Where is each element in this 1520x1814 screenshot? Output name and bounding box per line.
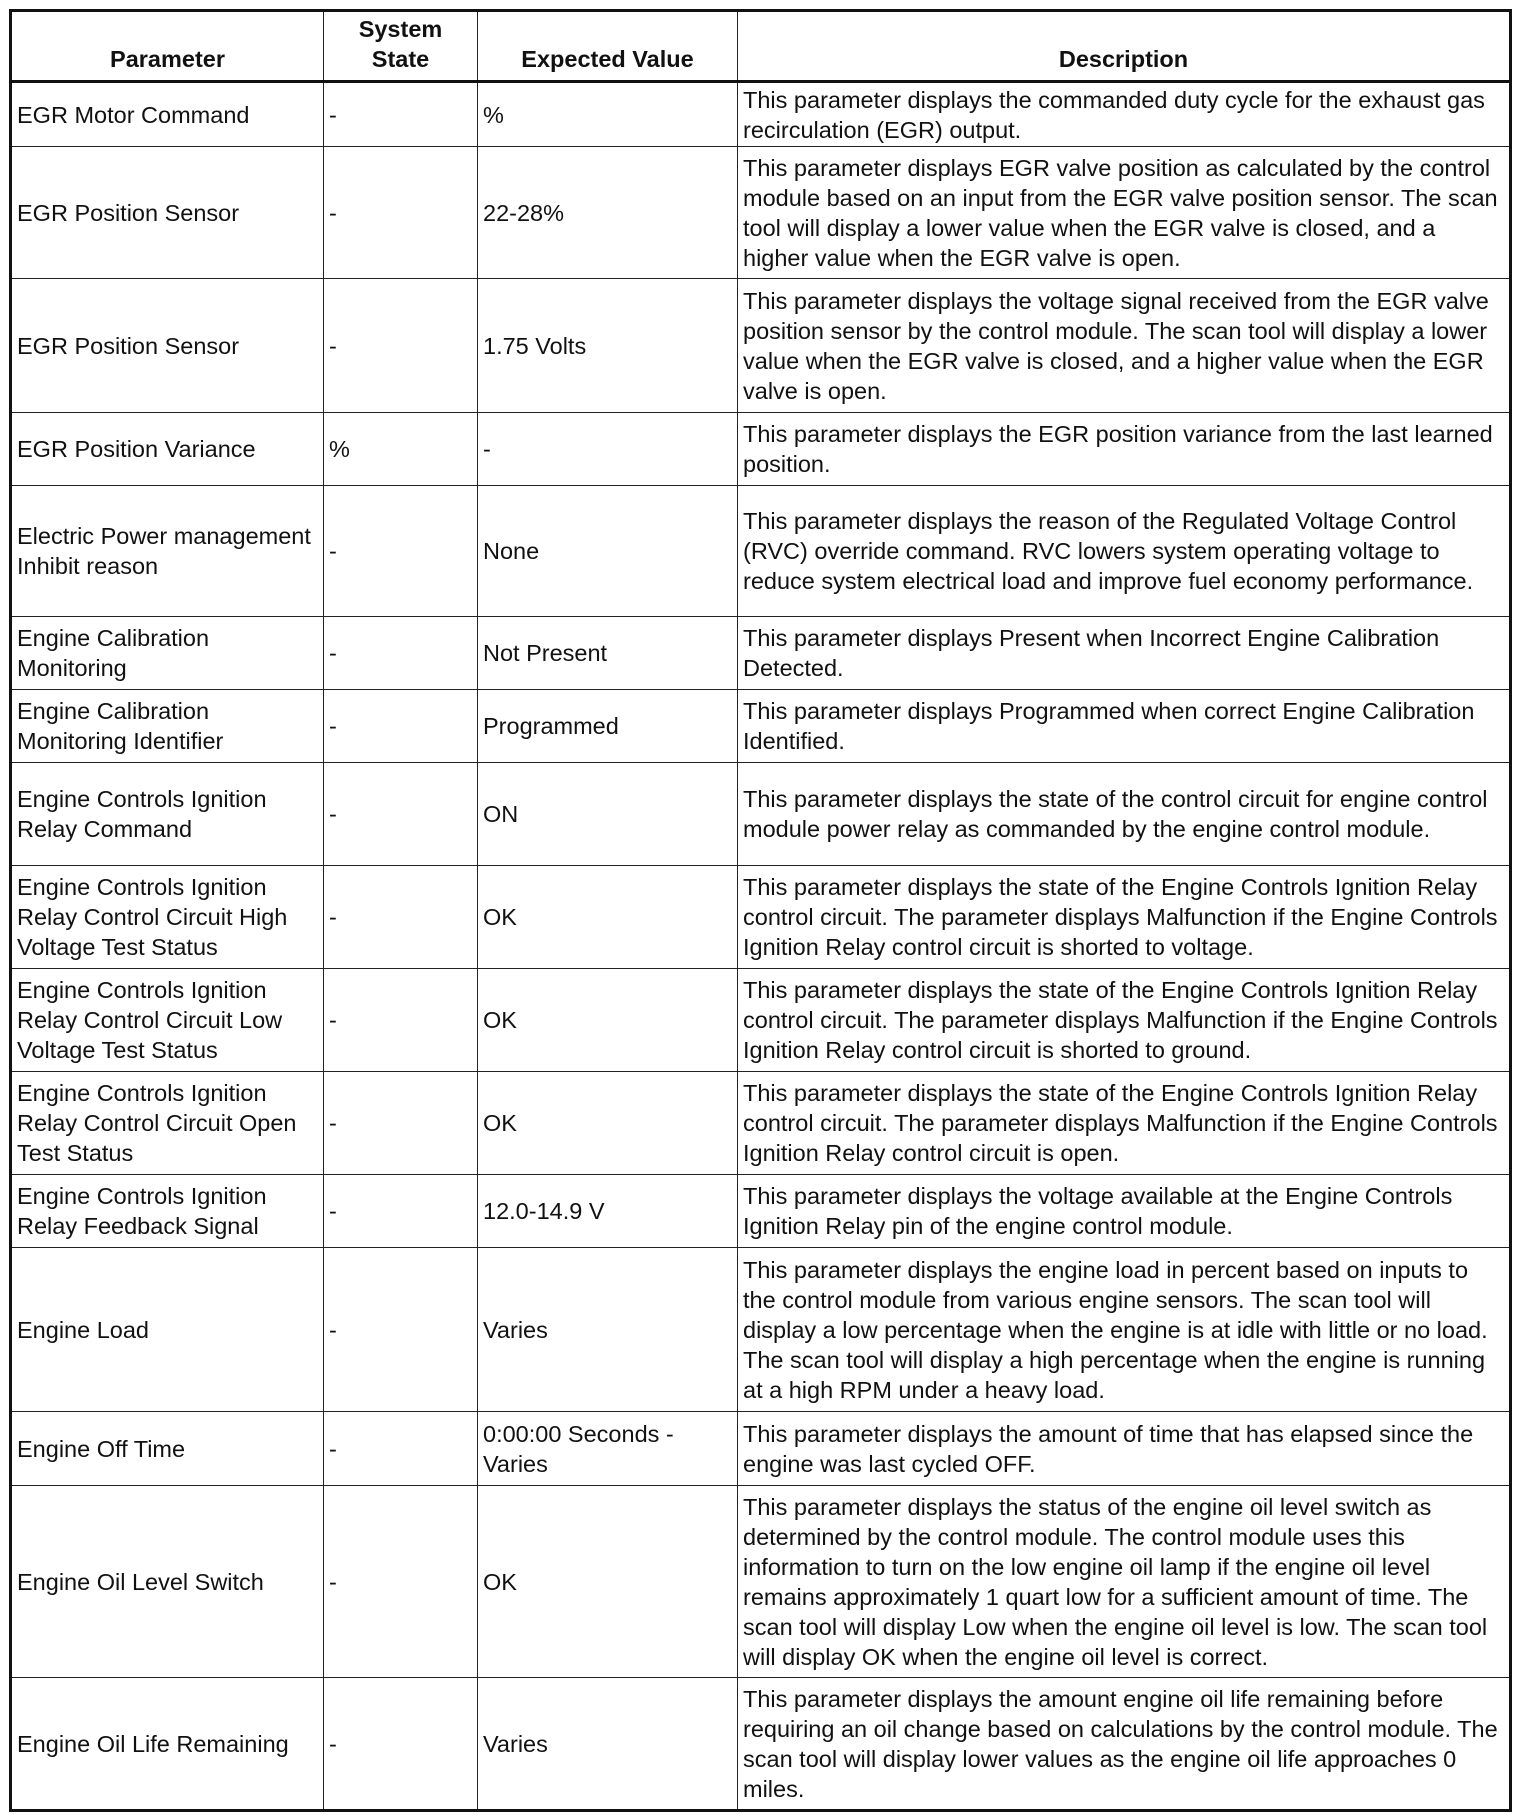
cell-system-state: - — [324, 1175, 478, 1248]
cell-description: This parameter displays the status of the engine oil level switch as determined by the control module. The control module uses this information to turn on the low engine oil lamp if the engine oil level remains approximately 1 quart low for a sufficient amount of time. The scan tool will display Low when the engine oil level is low. The scan tool will display OK when the engine oil level is correct. — [738, 1486, 1511, 1678]
cell-parameter: Engine Off Time — [11, 1412, 324, 1486]
cell-description: This parameter displays EGR valve position as calculated by the control module based on an input from the EGR valve position sensor. The scan tool will display a lower value when the EGR valve is closed, and a higher value when the EGR valve is open. — [738, 147, 1511, 279]
cell-expected-value: 12.0-14.9 V — [478, 1175, 738, 1248]
cell-expected-value: 1.75 Volts — [478, 279, 738, 413]
header-expected-value: Expected Value — [478, 11, 738, 82]
header-system-state: System State — [324, 11, 478, 82]
cell-description: This parameter displays the commanded duty cycle for the exhaust gas recirculation (EGR) output. — [738, 82, 1511, 147]
cell-description: This parameter displays the state of the Engine Controls Ignition Relay control circuit. The parameter displays Malfunction if the Engine Controls Ignition Relay control circuit is shorted to voltage. — [738, 866, 1511, 969]
cell-description: This parameter displays the reason of the Regulated Voltage Control (RVC) override command. RVC lowers system operating voltage to reduce system electrical load and improve fuel economy performance. — [738, 486, 1511, 617]
cell-description: This parameter displays the state of the Engine Controls Ignition Relay control circuit. The parameter displays Malfunction if the Engine Controls Ignition Relay control circuit is open. — [738, 1072, 1511, 1175]
cell-parameter: Engine Oil Level Switch — [11, 1486, 324, 1678]
cell-parameter: Engine Controls Ignition Relay Command — [11, 763, 324, 866]
cell-expected-value: OK — [478, 969, 738, 1072]
cell-expected-value: ON — [478, 763, 738, 866]
cell-parameter: Engine Controls Ignition Relay Control Circuit High Voltage Test Status — [11, 866, 324, 969]
table-row — [11, 413, 1511, 486]
cell-description: This parameter displays the amount of time that has elapsed since the engine was last cycled OFF. — [738, 1412, 1511, 1486]
header-description: Description — [738, 11, 1511, 82]
cell-parameter: Engine Calibration Monitoring Identifier — [11, 690, 324, 763]
cell-expected-value: None — [478, 486, 738, 617]
cell-description: This parameter displays the state of the control circuit for engine control module power relay as commanded by the engine control module. — [738, 763, 1511, 866]
table-row — [11, 763, 1511, 866]
cell-system-state: - — [324, 1412, 478, 1486]
header-row — [11, 11, 1511, 82]
cell-system-state: - — [324, 1678, 478, 1811]
table-row — [11, 279, 1511, 413]
table-row — [11, 690, 1511, 763]
table-row — [11, 1486, 1511, 1678]
cell-parameter: EGR Position Variance — [11, 413, 324, 486]
header-parameter: Parameter — [11, 11, 324, 82]
table-row — [11, 82, 1511, 147]
cell-system-state: - — [324, 82, 478, 147]
table-row — [11, 1072, 1511, 1175]
cell-parameter: Engine Load — [11, 1248, 324, 1412]
table-row — [11, 147, 1511, 279]
cell-system-state: - — [324, 763, 478, 866]
cell-parameter: EGR Motor Command — [11, 82, 324, 147]
table-row — [11, 1412, 1511, 1486]
cell-description: This parameter displays the voltage signal received from the EGR valve position sensor by the control module. The scan tool will display a lower value when the EGR valve is closed, and a higher value when the EGR valve is open. — [738, 279, 1511, 413]
cell-expected-value: OK — [478, 1072, 738, 1175]
cell-expected-value: Varies — [478, 1248, 738, 1412]
cell-description: This parameter displays the state of the Engine Controls Ignition Relay control circuit. The parameter displays Malfunction if the Engine Controls Ignition Relay control circuit is shorted to ground. — [738, 969, 1511, 1072]
table-row — [11, 1175, 1511, 1248]
table-row — [11, 969, 1511, 1072]
cell-system-state: - — [324, 617, 478, 690]
cell-expected-value: Varies — [478, 1678, 738, 1811]
cell-system-state: - — [324, 1072, 478, 1175]
cell-expected-value: 0:00:00 Seconds - Varies — [478, 1412, 738, 1486]
cell-system-state: - — [324, 866, 478, 969]
cell-system-state: - — [324, 1248, 478, 1412]
cell-expected-value: OK — [478, 1486, 738, 1678]
cell-parameter: Engine Oil Life Remaining — [11, 1678, 324, 1811]
parameter-table — [9, 9, 1512, 1812]
cell-parameter: Engine Calibration Monitoring — [11, 617, 324, 690]
table-row — [11, 866, 1511, 969]
cell-system-state: - — [324, 147, 478, 279]
cell-system-state: - — [324, 1486, 478, 1678]
table-row — [11, 1248, 1511, 1412]
cell-parameter: EGR Position Sensor — [11, 147, 324, 279]
cell-expected-value: 22-28% — [478, 147, 738, 279]
cell-parameter: Engine Controls Ignition Relay Control Circuit Open Test Status — [11, 1072, 324, 1175]
cell-parameter: Engine Controls Ignition Relay Control Circuit Low Voltage Test Status — [11, 969, 324, 1072]
cell-description: This parameter displays the EGR position variance from the last learned position. — [738, 413, 1511, 486]
cell-description: This parameter displays the voltage available at the Engine Controls Ignition Relay pin of the engine control module. — [738, 1175, 1511, 1248]
cell-expected-value: Not Present — [478, 617, 738, 690]
cell-system-state: - — [324, 279, 478, 413]
cell-expected-value: OK — [478, 866, 738, 969]
cell-expected-value: - — [478, 413, 738, 486]
table-row — [11, 486, 1511, 617]
cell-description: This parameter displays the amount engine oil life remaining before requiring an oil change based on calculations by the control module. The scan tool will display lower values as the engine oil life approaches 0 miles. — [738, 1678, 1511, 1811]
cell-description: This parameter displays Present when Incorrect Engine Calibration Detected. — [738, 617, 1511, 690]
cell-system-state: - — [324, 690, 478, 763]
cell-parameter: EGR Position Sensor — [11, 279, 324, 413]
cell-description: This parameter displays the engine load in percent based on inputs to the control module from various engine sensors. The scan tool will display a low percentage when the engine is at idle with little or no load. The scan tool will display a high percentage when the engine is running at a high RPM under a heavy load. — [738, 1248, 1511, 1412]
cell-expected-value: % — [478, 82, 738, 147]
cell-system-state: - — [324, 486, 478, 617]
cell-description: This parameter displays Programmed when correct Engine Calibration Identified. — [738, 690, 1511, 763]
table-row — [11, 1678, 1511, 1811]
cell-expected-value: Programmed — [478, 690, 738, 763]
cell-system-state: % — [324, 413, 478, 486]
cell-parameter: Engine Controls Ignition Relay Feedback Signal — [11, 1175, 324, 1248]
cell-parameter: Electric Power management Inhibit reason — [11, 486, 324, 617]
table-row — [11, 617, 1511, 690]
cell-system-state: - — [324, 969, 478, 1072]
